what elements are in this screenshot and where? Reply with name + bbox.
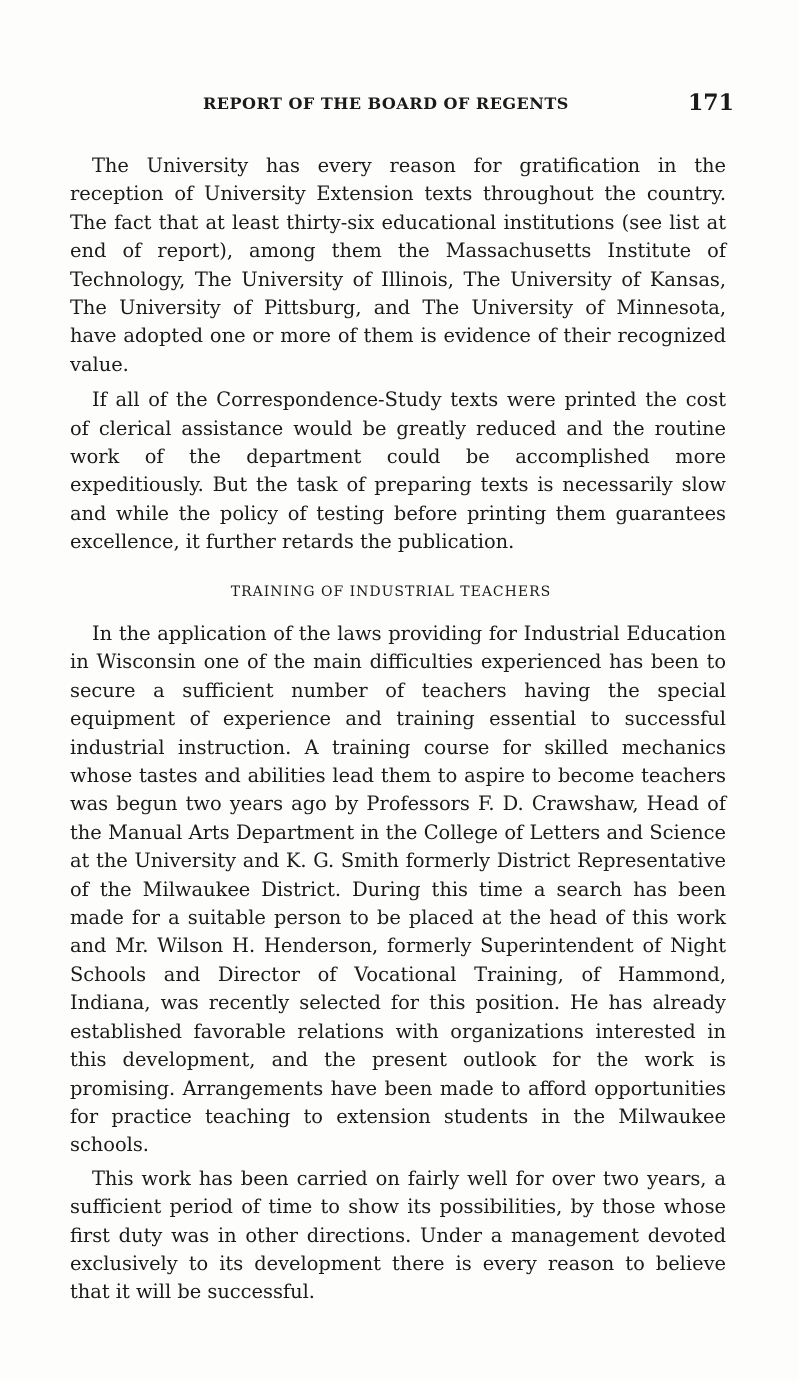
paragraph-industrial-education: In the application of the laws providing for Industrial Education in Wisconsin one of the main difficulties experienced has been to secure a sufficient number of teachers having the special equipment of experience and training essential to successful industrial instruction. A training course for skilled mechanics whose tastes and abilities lead them to aspire to become teachers was begun two years ago by Professors F. D. Crawshaw, Head of the Manual Arts Department in the College of Letters and Science at the University and K. G. Smith formerly District Representative of the Milwaukee District. During this time a search has been made for a suitable person to be placed at the head of this work and Mr. Wilson H. Henderson, formerly Superintendent of Night Schools and Director of Vocational Training, of Hammond, Indiana, was recently selected for this position. He has already established favorable relations with organizations interested in this development, and the present outlook for the work is promising. Arrangements have been made to afford opportunities for practice teaching to extension students in the Milwaukee schools. <box>70 622 726 1157</box>
running-title: REPORT OF THE BOARD OF REGENTS <box>203 94 569 113</box>
page-number: 171 <box>688 90 734 116</box>
paragraph-correspondence-study: If all of the Correspondence-Study texts were printed the cost of clerical assistance would be greatly reduced and the routine work of the department could be accomplished more expeditiously. But the task of preparing texts is necessarily slow and while the policy of testing before printing them guarantees excellence, it further retards the publication. <box>70 388 726 554</box>
section-university-extension-texts <box>70 152 726 557</box>
paragraph-reception-of-texts: The University has every reason for gratification in the reception of University Extension texts throughout the country. The fact that at least thirty-six educational institutions (see list at end of report), among them the Massachusetts Institute of Technology, The University of Illinois, The University of Kansas, The University of Pittsburg, and The University of Minnesota, have adopted one or more of them is evidence of their recognized value. <box>70 154 726 376</box>
section-heading <box>0 584 798 600</box>
section-industrial-teachers <box>70 620 726 1307</box>
paragraph-work-outlook: This work has been carried on fairly well for over two years, a sufficient period of time to show its possibilities, by those whose first duty was in other directions. Under a management devoted exclusively to its development there is every reason to believe that it will be successful. <box>70 1166 726 1304</box>
running-head <box>0 90 798 124</box>
section-heading-text: TRAINING OF INDUSTRIAL TEACHERS <box>230 584 552 600</box>
